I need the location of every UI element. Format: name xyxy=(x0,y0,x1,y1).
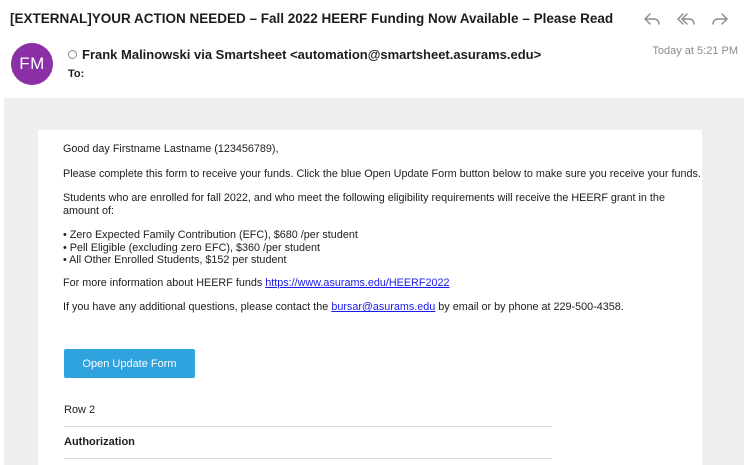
open-update-form-button[interactable]: Open Update Form xyxy=(64,349,195,378)
forward-icon[interactable] xyxy=(710,10,730,28)
reply-all-icon[interactable] xyxy=(676,10,696,28)
divider xyxy=(64,458,552,459)
greeting: Good day Firstname Lastname (123456789), xyxy=(63,143,279,155)
instruction-paragraph: Please complete this form to receive your funds. Click the blue Open Update Form button below to make sure you receive your funds. xyxy=(63,167,701,180)
message-actions xyxy=(642,10,730,28)
email-content xyxy=(63,143,703,326)
from-line xyxy=(68,47,541,62)
sender-avatar: FM xyxy=(11,43,53,85)
list-item: • Zero Expected Family Contribution (EFC), $680 /per student xyxy=(63,229,358,241)
sender-name[interactable]: Frank Malinowski via Smartsheet <automation@smartsheet.asurams.edu> xyxy=(82,47,542,62)
bursar-email-link[interactable]: bursar@asurams.edu xyxy=(331,301,436,313)
divider xyxy=(64,426,552,427)
authorization-heading: Authorization xyxy=(64,436,135,448)
eligibility-list xyxy=(63,229,703,267)
list-item: • Pell Eligible (excluding zero EFC), $360 /per student xyxy=(63,241,321,254)
more-info-line xyxy=(63,277,703,290)
message-timestamp: Today at 5:21 PM xyxy=(652,45,738,57)
contact-post-text: by email or by phone at 229-500-4358. xyxy=(435,301,624,313)
more-info-text: For more information about HEERF funds xyxy=(63,276,266,289)
row-2-label: Row 2 xyxy=(64,404,96,416)
contact-pre-text: If you have any additional questions, please contact the xyxy=(63,301,332,313)
heerf-link[interactable]: https://www.asurams.edu/HEERF2022 xyxy=(265,276,450,289)
reply-icon[interactable] xyxy=(642,10,662,28)
email-subject: [EXTERNAL]YOUR ACTION NEEDED – Fall 2022 HEERF Funding Now Available – Please Read xyxy=(10,11,614,26)
eligibility-paragraph: Students who are enrolled for fall 2022, and who meet the following eligibility requirements will receive the HEERF grant in the amount of: xyxy=(63,192,665,217)
unread-indicator-icon xyxy=(68,50,77,59)
contact-line xyxy=(63,301,703,314)
list-item: • All Other Enrolled Students, $152 per student xyxy=(63,254,287,266)
recipient-label: To: xyxy=(68,68,85,80)
